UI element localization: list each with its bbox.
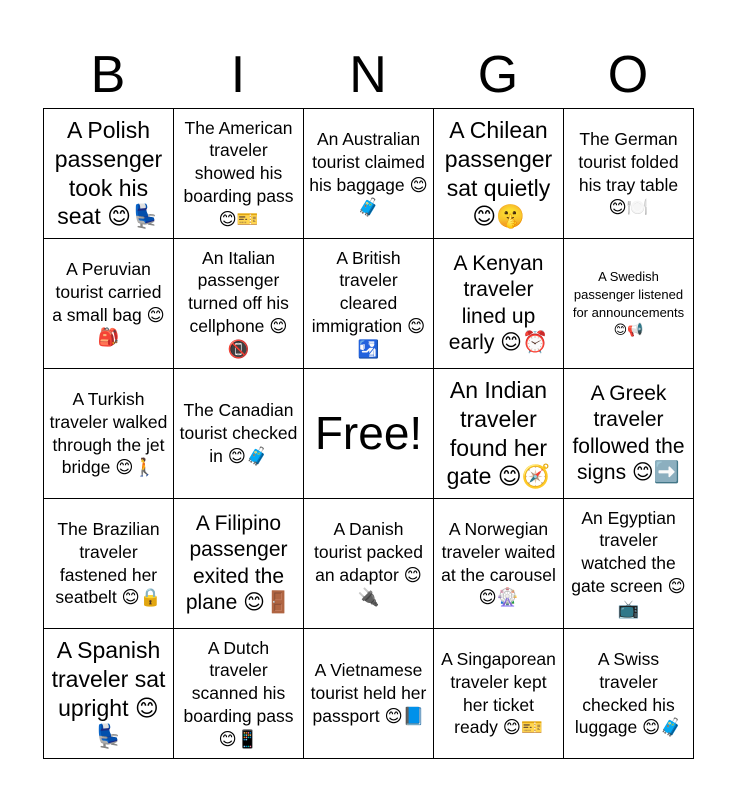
bingo-cell[interactable] <box>564 629 694 759</box>
bingo-cell[interactable] <box>304 499 434 629</box>
bingo-cell[interactable] <box>174 369 304 499</box>
cell-text: A Swiss traveler checked his luggage 😊🧳 <box>574 649 683 738</box>
bingo-cell[interactable] <box>564 369 694 499</box>
bingo-cell[interactable] <box>564 109 694 239</box>
cell-text: A Greek traveler followed the signs 😊➡️ <box>572 382 685 484</box>
cell-text: A Swedish passenger listened for announcements 😊📢 <box>572 269 685 338</box>
cell-text: A British traveler cleared immigration 😊🛂 <box>311 247 426 359</box>
cell-text: A Norwegian traveler waited at the carousel 😊🎡 <box>441 519 556 608</box>
cell-text: The Canadian tourist checked in 😊🧳 <box>179 400 298 466</box>
bingo-cell[interactable] <box>44 629 174 759</box>
bingo-cell[interactable] <box>434 239 564 369</box>
cell-text: A Dutch traveler scanned his boarding pass 😊📱 <box>183 637 294 749</box>
bingo-cell[interactable] <box>434 369 564 499</box>
cell-text: A Kenyan traveler lined up early 😊⏰ <box>448 252 549 354</box>
cell-text: A Turkish traveler walked through the jet bridge 😊🚶 <box>49 389 168 478</box>
bingo-cell[interactable] <box>44 499 174 629</box>
cell-text: An Egyptian traveler watched the gate screen 😊📺 <box>571 507 686 619</box>
header-letter-n: N <box>349 46 387 104</box>
cell-text: A Spanish traveler sat upright 😊💺 <box>51 637 166 750</box>
cell-text: A Filipino passenger exited the plane 😊🚪 <box>185 512 292 614</box>
bingo-cell[interactable] <box>564 239 694 369</box>
cell-text: The Brazilian traveler fastened her seatbelt 😊🔒 <box>55 519 162 608</box>
bingo-header <box>43 42 693 108</box>
bingo-cell[interactable] <box>434 629 564 759</box>
cell-text: An Australian tourist claimed his baggage 😊🧳 <box>309 129 428 218</box>
cell-text: A Danish tourist packed an adaptor 😊🔌 <box>314 519 423 608</box>
bingo-cell[interactable] <box>44 369 174 499</box>
bingo-cell[interactable] <box>304 239 434 369</box>
bingo-cell[interactable] <box>174 629 304 759</box>
header-letter-i: I <box>230 46 246 104</box>
bingo-cell[interactable] <box>44 109 174 239</box>
cell-text: A Peruvian tourist carried a small bag 😊🎒 <box>52 259 165 348</box>
cell-text: An Italian passenger turned off his cellphone 😊📵 <box>188 247 289 359</box>
bingo-cell[interactable] <box>174 499 304 629</box>
header-letter-g: G <box>477 46 519 104</box>
bingo-cell[interactable] <box>434 499 564 629</box>
bingo-cell[interactable] <box>304 629 434 759</box>
bingo-board <box>43 108 694 759</box>
header-letter-b: B <box>90 46 126 104</box>
free-cell[interactable] <box>304 369 434 499</box>
header-letter-o: O <box>607 46 649 104</box>
free-cell-text: Free! <box>314 406 423 459</box>
cell-text: An Indian traveler found her gate 😊🧭 <box>446 377 551 490</box>
cell-text: The American traveler showed his boarding pass 😊🎫 <box>183 117 294 229</box>
bingo-cell[interactable] <box>564 499 694 629</box>
cell-text: A Singaporean traveler kept her ticket ready 😊🎫 <box>441 649 556 738</box>
bingo-cell[interactable] <box>174 109 304 239</box>
cell-text: A Polish passenger took his seat 😊💺 <box>54 117 163 230</box>
bingo-cell[interactable] <box>304 109 434 239</box>
bingo-cell[interactable] <box>44 239 174 369</box>
cell-text: The German tourist folded his tray table 😊🍽️ <box>578 129 679 218</box>
bingo-cell[interactable] <box>434 109 564 239</box>
bingo-cell[interactable] <box>174 239 304 369</box>
cell-text: A Chilean passenger sat quietly 😊🤫 <box>444 117 553 230</box>
cell-text: A Vietnamese tourist held her passport 😊📘 <box>310 660 427 726</box>
